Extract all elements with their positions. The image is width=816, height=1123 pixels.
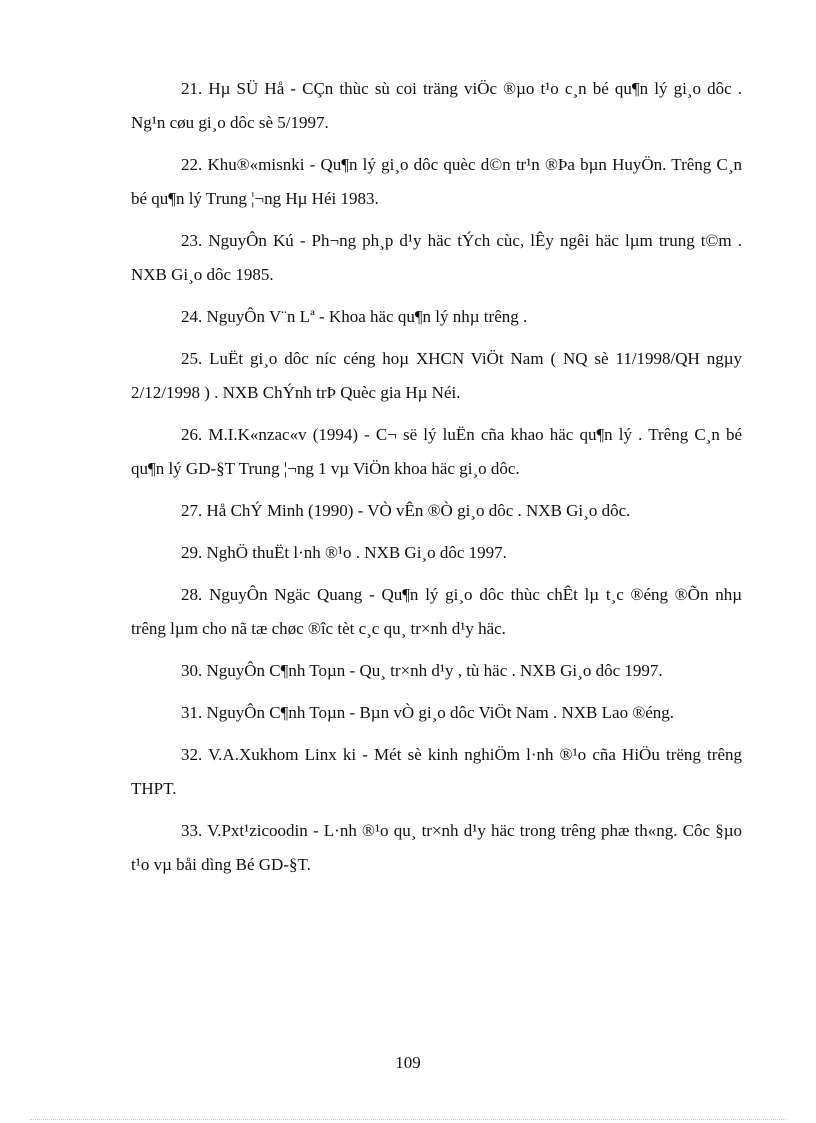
reference-item: 21. Hµ SÜ Hå - CÇn thùc sù coi träng viÖc ®µo t¹o c¸n bé qu¶n lý gi¸o dôc . Ng¹n cøu gi¸o dôc sè 5/1997. [131, 79, 742, 132]
reference-item: 22. Khu®«misnki - Qu¶n lý gi¸o dôc quèc d©n tr¹n ®Þa bµn HuyÖn. Trêng C¸n bé qu¶n lý Trung ¦¬ng Hµ Héi 1983. [131, 155, 742, 208]
reference-item: 33. V.Pxt¹zicoodin - L·nh ®¹o qu¸ tr×nh d¹y häc trong trêng phæ th«ng. Côc §µo t¹o vµ båi dìng Bé GD-§T. [131, 821, 742, 874]
page-number: 109 [395, 1053, 421, 1072]
reference-item: 31. NguyÔn C¶nh Toµn - Bµn vÒ gi¸o dôc ViÖt Nam . NXB Lao ®éng. [181, 703, 675, 722]
reference-item: 27. Hå ChÝ Minh (1990) - VÒ vÊn ®Ò gi¸o dôc . NXB Gi¸o dôc. [181, 501, 631, 520]
reference-item: 23. NguyÔn Kú - Ph¬ng ph¸p d¹y häc tÝch cùc, lÊy ngêi häc lµm trung t©m . NXB Gi¸o dôc 1985. [131, 231, 742, 284]
reference-item: 30. NguyÔn C¶nh Toµn - Qu¸ tr×nh d¹y , tù häc . NXB Gi¸o dôc 1997. [181, 661, 663, 680]
reference-item: 26. M.I.K«nzac«v (1994) - C¬ së lý luËn cña khao häc qu¶n lý . Trêng C¸n bé qu¶n lý GD-§T Trung ¦¬ng 1 vµ ViÖn khoa häc gi¸o dôc. [131, 425, 742, 478]
reference-item: 25. LuËt gi¸o dôc níc céng hoµ XHCN ViÖt Nam ( NQ sè 11/1998/QH ngµy 2/12/1998 ) . NXB ChÝnh trÞ Quèc gia Hµ Néi. [131, 349, 742, 402]
reference-item: 29. NghÖ thuËt l·nh ®¹o . NXB Gi¸o dôc 1997. [181, 543, 507, 562]
reference-list [131, 72, 742, 890]
reference-item: 32. V.A.Xukhom Linx ki - Mét sè kinh nghiÖm l·nh ®¹o cña HiÖu trëng trêng THPT. [131, 745, 742, 798]
page-bottom-divider [30, 1119, 786, 1120]
reference-item: 24. NguyÔn V¨n Lª - Khoa häc qu¶n lý nhµ trêng . [181, 307, 528, 326]
reference-item: 28. NguyÔn Ngäc Quang - Qu¶n lý gi¸o dôc thùc chÊt lµ t¸c ®éng ®Õn nhµ trêng lµm cho nã tæ chøc ®îc tèt c¸c qu¸ tr×nh d¹y häc. [131, 585, 742, 638]
